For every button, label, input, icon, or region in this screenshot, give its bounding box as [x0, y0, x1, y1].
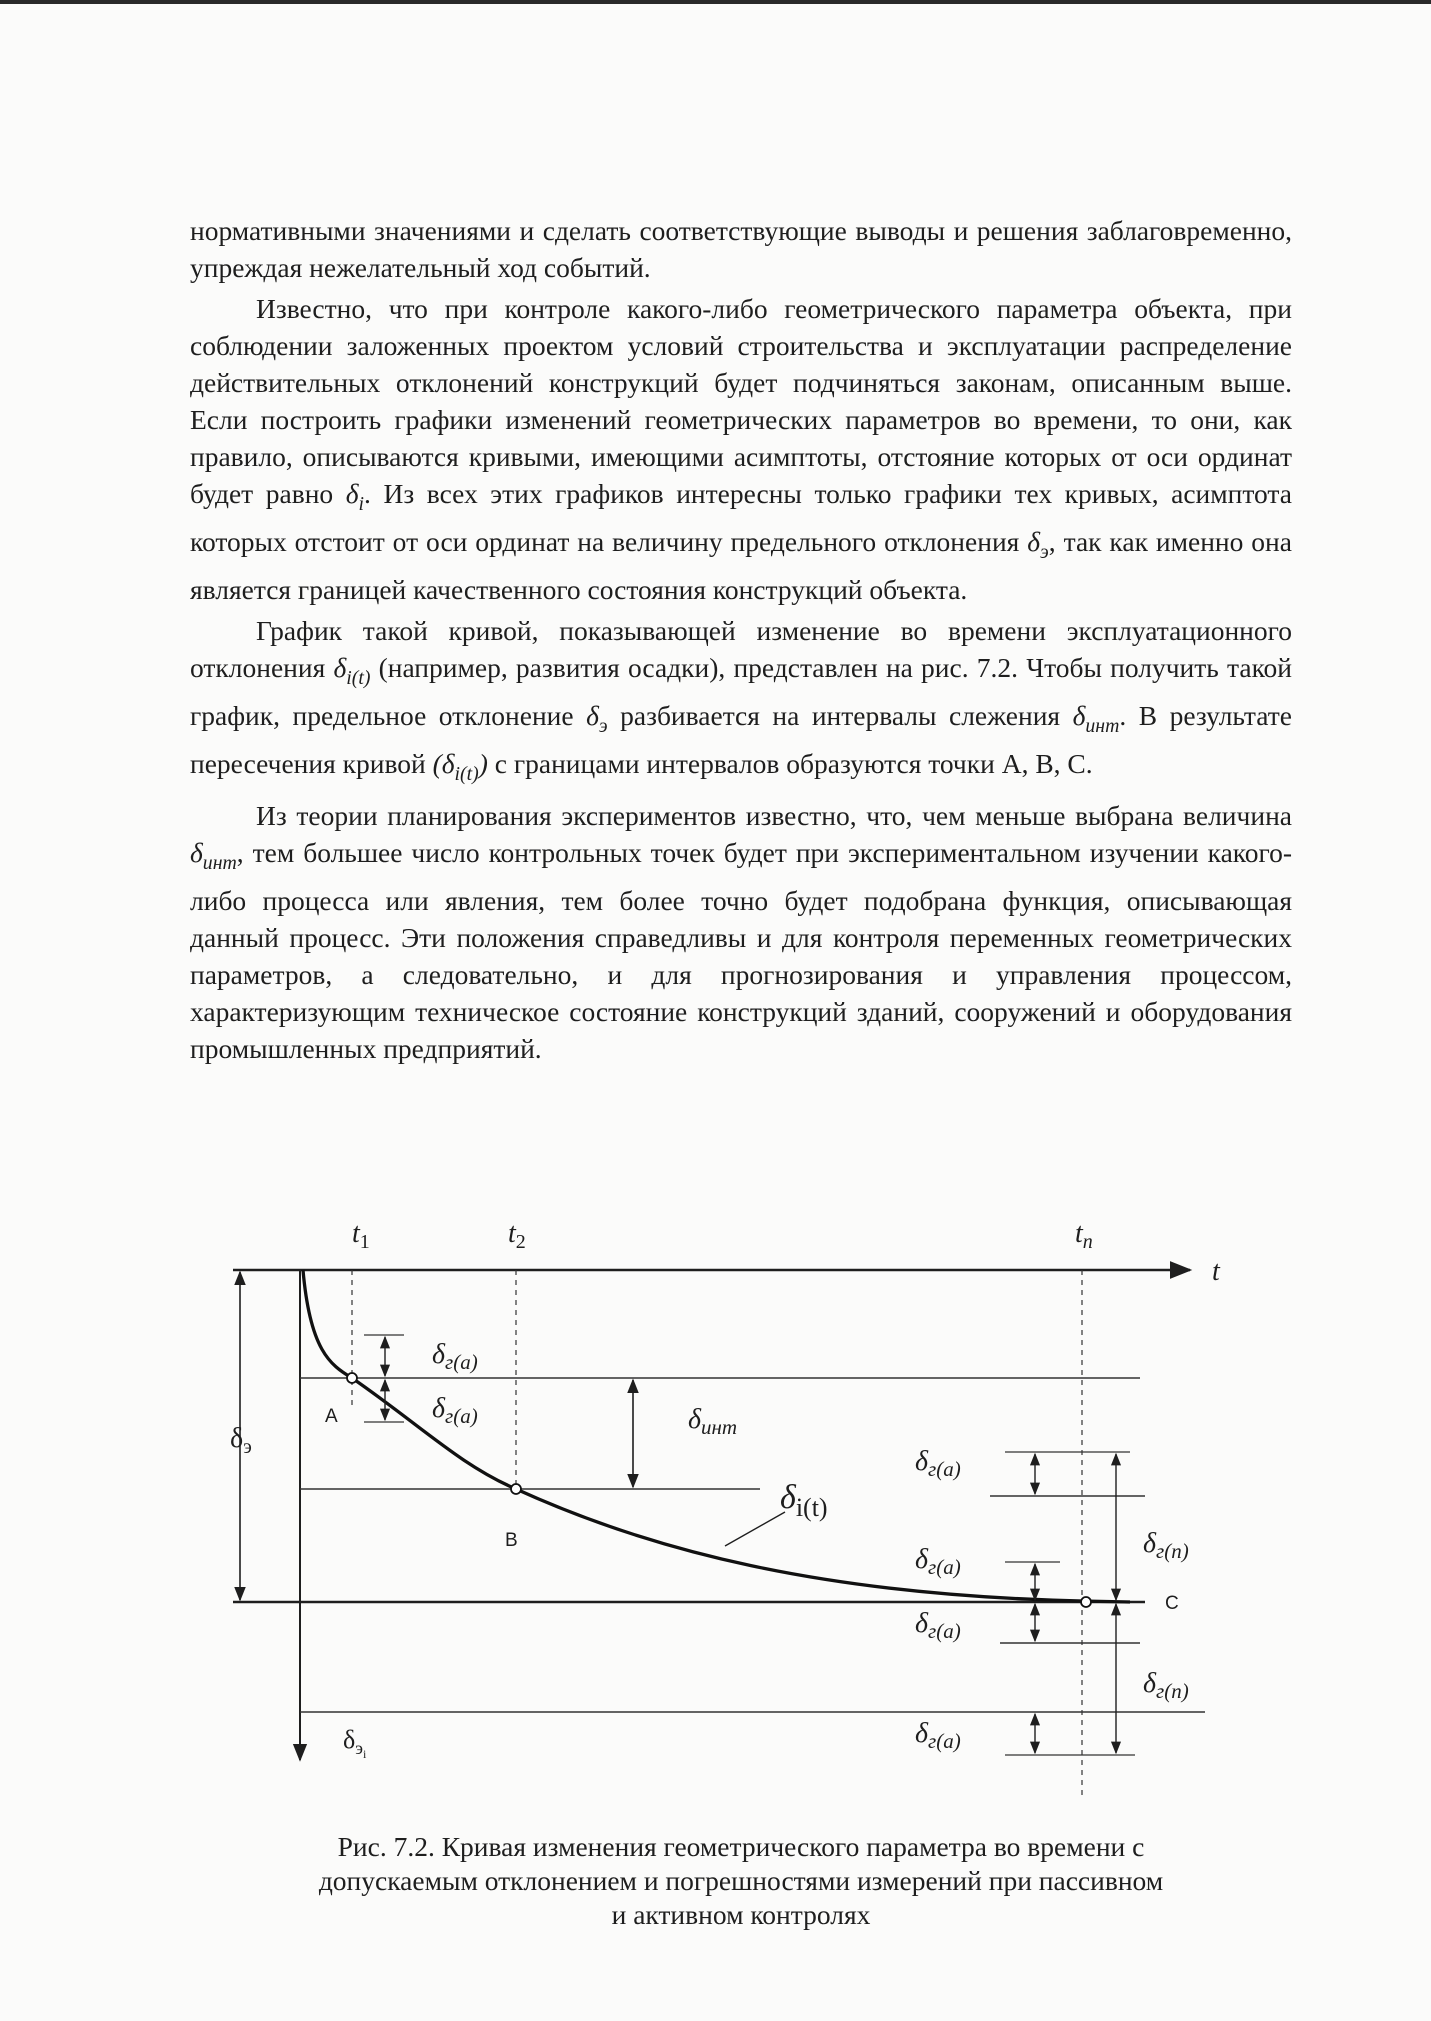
math-symbol: [333, 651, 371, 689]
point-a-marker: [347, 1373, 357, 1383]
math-after: ): [478, 747, 488, 779]
math-symbol: [1072, 699, 1120, 737]
label-delta-ga-2: $\delta_{г(а)}$: [432, 1393, 478, 1428]
label-t2: $t_2$: [508, 1218, 526, 1253]
paragraph-text: График такой кривой, показывающей изменение во времени эксплуатационного отклонения: [190, 614, 1292, 683]
scan-edge: [0, 0, 1431, 4]
paragraph: [190, 612, 1292, 793]
math-symbol: [1027, 525, 1049, 563]
label-delta-ga-r4: $\delta_{г(а)}$: [915, 1718, 961, 1753]
label-delta-ga-r2: $\delta_{г(а)}$: [915, 1544, 961, 1579]
paragraph-text: . Из всех этих графиков интересны только графики тех кривых, асимптота которых отстоит от оси ординат на величину предельного отклонения: [190, 478, 1292, 557]
math-subscript: инт: [202, 851, 237, 874]
paragraph-text: Известно, что при контроле какого-либо геометрического параметра объекта, при соблюдении заложенных проектом условий строительства и эксплуатации распределение действительных отклонений конструкций будет подчиняться законам, описанным выше. Если построить графики изменений геометрических параметров во времени, то они, как правило, описываются кривыми, имеющими асимптоты, отстояние которых от оси ординат будет равно: [190, 293, 1292, 509]
label-point-a: A: [325, 1406, 338, 1427]
math-symbol: [586, 699, 608, 737]
point-b-marker: [511, 1484, 521, 1494]
paragraph-text: , тем большее число контрольных точек будет при экспериментальном изучении какого-либо процесса или явления, тем более точно будет подобрана функция, описывающая данный процесс. Эти положения справедливы и для контроля переменных геометрических параметров, а следовательно, и для прогнозирования и управления процессом, характеризующим техническое состояние конструкций зданий, сооружений и оборудования промышленных предприятий.: [190, 836, 1292, 1064]
label-tn: $t_n$: [1075, 1218, 1093, 1253]
caption-line-2: допускаемым отклонением и погрешностями измерений при пассивном: [318, 1865, 1164, 1896]
label-delta-i-t: $\delta_{i(t)}$: [780, 1479, 828, 1522]
label-t-axis: t: [1212, 1256, 1220, 1287]
label-delta-gn-1: $\delta_{г(n)}$: [1143, 1528, 1189, 1563]
math-subscript: э: [1040, 540, 1049, 563]
caption-line-3: и активном контролях: [611, 1899, 871, 1930]
settlement-curve-diagram: [0, 1200, 1431, 1820]
label-delta-ei: $\delta_эi$: [343, 1725, 367, 1761]
math-subscript: i(t): [454, 762, 479, 785]
figure-caption: [190, 1830, 1292, 1932]
math-subscript: i: [358, 492, 365, 515]
label-delta-e: $\delta_э$: [230, 1423, 252, 1458]
paragraph: [190, 290, 1292, 608]
paragraph-text: с границами интервалов образуются точки А, В, С.: [487, 747, 1093, 779]
paragraph: [190, 797, 1292, 1067]
math-base: δ: [586, 699, 599, 731]
label-point-b: B: [505, 1530, 518, 1551]
label-delta-int: $\delta_{инт}$: [688, 1404, 738, 1439]
label-delta-ga-r1: $\delta_{г(а)}$: [915, 1446, 961, 1481]
math-base: δ: [1072, 699, 1086, 731]
math-base: δ: [1027, 525, 1041, 557]
paragraph: [190, 212, 1292, 286]
paragraph-text: . В результате пересечения кривой: [190, 699, 1292, 779]
label-t1: $t_1$: [352, 1218, 370, 1253]
label-delta-gn-2: $\delta_{г(n)}$: [1143, 1668, 1189, 1703]
math-symbol: [190, 836, 237, 874]
label-delta-ga-r3: $\delta_{г(а)}$: [915, 1608, 961, 1643]
figure-7-2: [0, 1200, 1431, 1820]
point-c-marker: [1081, 1597, 1091, 1607]
curve-label-leader: [725, 1512, 785, 1546]
math-base: δ: [333, 651, 347, 683]
math-base: (δ: [432, 747, 455, 779]
math-base: δ: [190, 836, 203, 868]
math-base: δ: [345, 478, 359, 509]
math-symbol: [345, 478, 365, 515]
math-subscript: i(t): [346, 666, 371, 689]
paragraph-text: разбивается на интервалы слежения: [607, 699, 1073, 731]
paragraph-text: нормативными значениями и сделать соответствующие выводы и решения заблаговременно, упреждая нежелательный ход событий.: [190, 215, 1292, 283]
paragraph-text: (например, развития осадки), представлен на рис. 7.2. Чтобы получить такой график, предельное отклонение: [190, 651, 1292, 731]
paragraph-text: , так как именно она является границей качественного состояния конструкций объекта.: [190, 525, 1292, 605]
label-delta-ga-1: $\delta_{г(а)}$: [432, 1339, 478, 1374]
label-point-c: C: [1165, 1593, 1179, 1614]
paragraph-text: Из теории планирования экспериментов известно, что, чем меньше выбрана величина: [256, 799, 1292, 831]
body-text: [190, 212, 1292, 1067]
math-subscript: э: [598, 714, 608, 737]
math-subscript: инт: [1085, 714, 1120, 737]
math-symbol: [432, 747, 488, 785]
caption-line-1: Рис. 7.2. Кривая изменения геометрического параметра во времени с: [337, 1831, 1145, 1862]
